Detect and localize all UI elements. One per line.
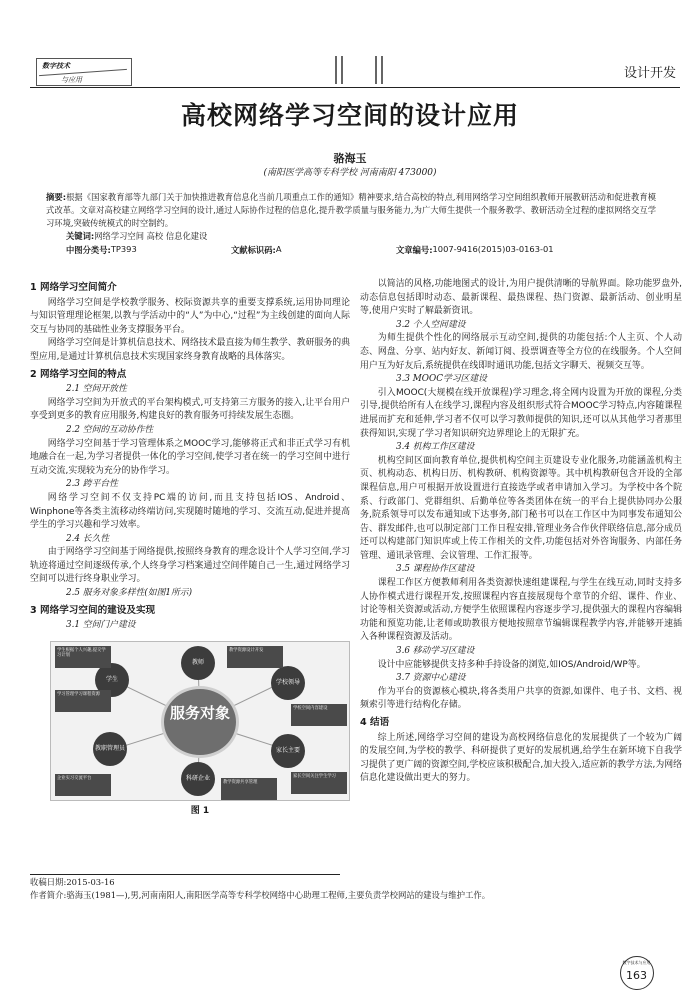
paragraph: 由于网络学习空间基于网络提供,按照终身教育的理念设计个人学习空间,学习轨迹将通过空间逐级传承,个人终身学习档案通过空间伴随自己一生,通过网络学习空间可以进行终身职业学习。 <box>30 547 350 585</box>
paragraph: 为师生提供个性化的网络展示互动空间,提供的功能包括:个人主页、个人动态、网盘、分享、站内好友、新闻订阅、投票调查等全方位的在线服务。个人空间用户互为好友后,系统提供在线即时通讯功能,包括文字聊天、视频交互等。 <box>360 333 682 371</box>
right-column <box>360 278 682 786</box>
received-date: 收稿日期:2015-03-16 <box>30 877 115 887</box>
section-heading: 4 结语 <box>360 717 390 728</box>
node-school-leader: 学校领导 <box>271 666 305 700</box>
paragraph: 作为平台的资源核心模块,将各类用户共享的资源,如课件、电子书、文档、视频索引等进行结构化存储。 <box>360 686 682 711</box>
subsection-heading: 2.5 服务对象多样性(如图1所示) <box>66 588 193 599</box>
paragraph: 网络学习空间不仅支持PC端的访问,而且支持包括IOS、Android、Winphone等各类主流移动终端访问,实现随时随地的学习、交流互动,促进并提高学生的学习兴趣和学习效率。 <box>30 492 350 531</box>
article-no-label: 文章编号: <box>396 245 433 255</box>
abstract-label: 摘要: <box>46 192 67 202</box>
paragraph: 综上所述,网络学习空间的建设为高校网络信息化的发展提供了一个较为广阔的发展空间,为学校的教学、科研提供了更好的发展机遇,给学生在新环境下自我学习提供了更广阔的资源空间,学校应该积极配合,加大投入,适应新的教学方法,为网络信息化建设做出更大的努力。 <box>360 732 682 784</box>
figure-note: 学生根据个人兴趣,提交学习计划 <box>55 646 111 668</box>
figure-note: 家长空间关注学生学习 <box>291 772 347 794</box>
node-student: 学生 <box>95 663 129 697</box>
logo-line2: 与应用 <box>61 76 82 84</box>
footnote-rule <box>30 874 340 875</box>
section-heading: 2 网络学习空间的特点 <box>30 368 127 380</box>
keywords <box>66 230 207 242</box>
keywords-label: 关键词: <box>66 231 95 241</box>
page-number-badge <box>620 956 654 990</box>
node-admin: 教职管理员 <box>93 732 127 766</box>
service-objects-hub: 服务对象 <box>161 686 239 758</box>
subsection-heading: 3.3 MOOC学习区建设 <box>396 374 487 385</box>
left-column <box>30 278 350 818</box>
doc-code-label: 文献标识码: <box>231 245 276 255</box>
figure-1-service-objects <box>50 641 350 801</box>
article-no-value: 1007-9416(2015)03-0163-01 <box>432 244 554 254</box>
subsection-heading: 2.3 跨平台性 <box>66 479 118 490</box>
subsection-heading: 3.4 机构工作区建设 <box>396 442 475 453</box>
figure-note: 学校空间内容建设 <box>291 704 347 726</box>
node-parents: 家长主要 <box>271 734 305 768</box>
paragraph: 以简洁的风格,功能地图式的设计,为用户提供清晰的导航界面。除功能罗盘外,动态信息包括即时动态、最新课程、最热课程、热门资源、最新活动、创业明星等,使用户实时了解最新资讯。 <box>360 279 682 317</box>
section-label: 设计开发 <box>623 66 676 81</box>
section-heading: 3 网络学习空间的建设及实现 <box>30 604 156 616</box>
paragraph: 课程工作区方便教师利用各类资源快速组建课程,与学生在线互动,同时支持多人协作模式进行课程开发,按照课程内容直接展现每个章节的介绍、课件、作业、讨论等相关资源或活动,方便学生依照课程内容逐步学习,提供强大的课程内容编辑功能和预览功能,让老师或助教很方便地按照章节编辑课程教学内容,并能够开速插入各种课程资源及活动。 <box>360 578 682 643</box>
subsection-heading: 3.2 个人空间建设 <box>396 319 466 330</box>
paragraph: 网络学习空间是计算机信息技术、网络技术最直接为师生教学、教研服务的典型应用,是通过计算机信息技术实现国家终身教育战略的具体落实。 <box>30 338 350 362</box>
abstract <box>46 191 656 231</box>
paragraph: 网络学习空间基于学习管理体系之MOOC学习,能够将正式和非正式学习有机地融合在一起,为学习者提供一体化的学习空间,使学习者在统一的学习空间中进行互动交流,实现较为充分的协作学习。 <box>30 438 350 476</box>
paragraph: 设计中应能够提供支持多种手持设备的浏览,如IOS/Android/WP等。 <box>377 659 646 670</box>
logo-line1: 数字技术 <box>42 61 70 70</box>
journal-logo <box>36 58 132 86</box>
author-name: 骆海玉 <box>333 152 367 165</box>
subsection-heading: 3.6 移动学习区建设 <box>396 646 475 657</box>
figure-note: 企业实习交流平台 <box>55 774 111 796</box>
subsection-heading: 3.5 课程协作区建设 <box>396 564 475 575</box>
page-number: 163 <box>626 969 647 982</box>
subsection-heading: 2.2 空间的互动协作性 <box>66 424 154 435</box>
clc-label: 中图分类号: <box>66 245 111 255</box>
paragraph: 引入MOOC(大规模在线开放课程)学习理念,将全网内设置为开放的课程,分类引导,提供给所有人在线学习,课程内容及组织形式符合MOOC学习特点,内容随课程进展而扩充和延伸,学习者不仅可以学习教师提供的知识,还可以从其他学习者那里获得知识,实现了学习者知识研究边界理论上的无限扩充。 <box>360 387 682 439</box>
page-badge-label: 数字技术与应用 <box>622 960 651 965</box>
figure-note: 学习管理学习课程资源 <box>55 690 111 712</box>
paragraph: 机构空间区面向教育单位,提供机构空间主页建设专业化服务,功能涵盖机构主页、机构动态、机构日历、机构教研、机构资源等。其中机构教研包含开设的全部课程信息,用户可根据开放设置进行直接选学或者申请加入学习。为学校中各个院系、行政部门、党群组织、后勤单位等各类团体在统一的平台上提供协同办公服务,院系领导可以发布通知或下达事务,部门秘书可以在工作区中为同事发布通知公告、群发邮件,也可以制定部门工作日程安排,管理业务合作伙伴联络信息,部分成员还可以构建部门知识库或上传工作相关的文件,功能包括对外咨询服务、内部任务管理、通讯录管理、会议管理、工作汇报等。 <box>360 455 682 561</box>
subsection-heading: 2.1 空间开放性 <box>66 384 127 395</box>
section-heading: 1 网络学习空间简介 <box>30 282 117 293</box>
figure-note: 教学资源共享管理 <box>221 778 277 800</box>
figure-note: 教学资源设计开发 <box>227 646 283 668</box>
subsection-heading: 2.4 长久性 <box>66 533 110 544</box>
paragraph: 网络学习空间为开放式的平台架构模式,可支持第三方服务的接入,让平台用户享受到更多的教育应用服务,构建良好的教育服务可持续发展生态圈。 <box>30 397 350 422</box>
doc-code-value: A <box>275 244 282 254</box>
node-teacher: 教师 <box>181 646 215 680</box>
subsection-heading: 3.1 空间门户建设 <box>66 620 136 631</box>
node-enterprise: 科研企业 <box>181 762 215 796</box>
affiliation: (南阳医学高等专科学校 河南南阳 473000) <box>263 168 437 178</box>
paragraph: 网络学习空间是学校教学服务、校际资源共享的重要支撑系统,运用协同理论与知识管理理论框架,以教与学活动中的“人”为中心,“过程”为主线创建的面向人际交互与协同的基础性业务支撑服务平台。 <box>30 297 350 335</box>
page-header <box>30 52 680 88</box>
keywords-text: 网络学习空间 高校 信息化建设 <box>94 231 208 241</box>
clc-value: TP393 <box>110 244 137 254</box>
paper-title: 高校网络学习空间的设计应用 <box>180 101 519 130</box>
article-meta <box>66 244 606 256</box>
subsection-heading: 3.7 资源中心建设 <box>396 673 466 684</box>
figure-caption: 图 1 <box>190 805 210 816</box>
author-bio: 作者简介:骆海玉(1981—),男,河南南阳人,南阳医学高等专科学校网络中心助理工程师,主要负责学校网站的建设与维护工作。 <box>30 890 491 900</box>
abstract-text: 根据《国家教育部等九部门关于加快推进教育信息化当前几项重点工作的通知》精神要求,结合高校的特点,利用网络学习空间组织教师开展教研活动和促进教育模式改革。文章对高校建立网络学习空间的设计,通过人际协作过程的信息化,提升教学质量与服务能力,为广大师生提供一个服务教学、教研活动全过程的虚拟网络交互学习环境,突破传统模式的时空制约。 <box>46 192 657 229</box>
